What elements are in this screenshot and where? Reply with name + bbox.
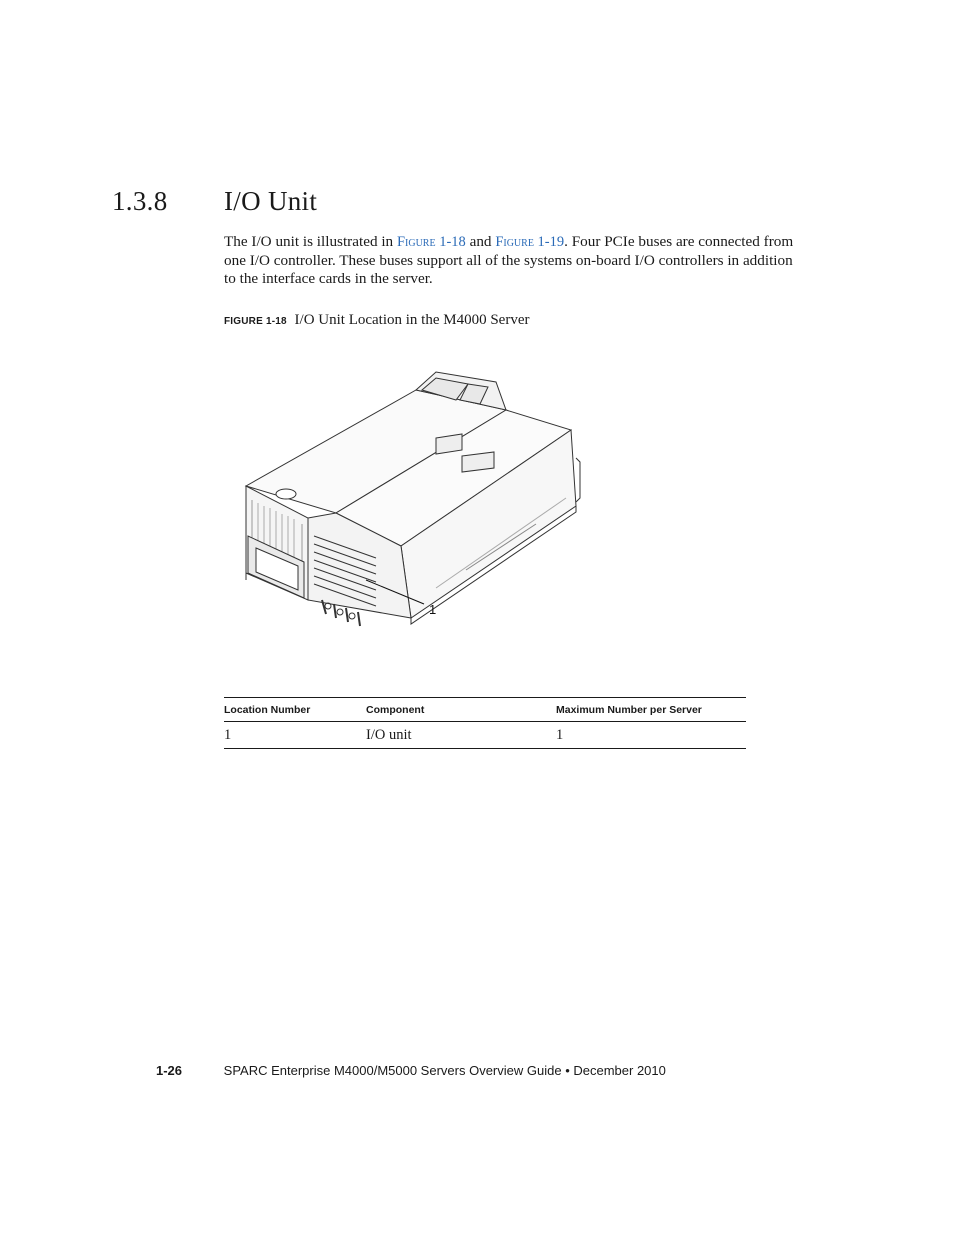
header-maximum-number: Maximum Number per Server — [556, 698, 746, 722]
section-number: 1.3.8 — [112, 186, 168, 216]
table-row — [224, 722, 746, 749]
publication-date: December 2010 — [573, 1063, 666, 1078]
page-number: 1-26 — [156, 1063, 183, 1078]
cell-maximum-number: 1 — [556, 722, 746, 749]
figure-caption-text: I/O Unit Location in the M4000 Server — [294, 312, 530, 328]
paragraph-text: . Four PCIe buses are connected from one I/O controller. These buses support all of the systems on-board I/O controllers in addition to the interface cards in the server. — [224, 233, 794, 287]
paragraph-text: The I/O unit is illustrated in — [224, 233, 397, 250]
figure-label: FIGURE 1-18 — [224, 316, 287, 327]
server-illustration — [236, 368, 586, 648]
figure-1-18-link[interactable]: Figure 1-18 — [396, 234, 466, 250]
footer-bullet: • — [565, 1063, 570, 1078]
callout-number: 1 — [429, 602, 437, 617]
header-location-number: Location Number — [224, 698, 366, 722]
cell-component: I/O unit — [366, 722, 556, 749]
cell-location-number: 1 — [224, 722, 366, 749]
section-title: I/O Unit — [224, 186, 318, 216]
table-header-row — [224, 698, 746, 722]
page-footer — [156, 1063, 666, 1078]
header-component: Component — [366, 698, 556, 722]
paragraph-text: and — [465, 233, 496, 250]
figure-1-19-link[interactable]: Figure 1-19 — [495, 234, 565, 250]
figure-caption — [224, 312, 530, 329]
body-paragraph — [224, 233, 804, 289]
component-table — [224, 697, 746, 749]
document-title: SPARC Enterprise M4000/M5000 Servers Overview Guide — [223, 1063, 562, 1078]
server-drawing — [236, 368, 586, 648]
